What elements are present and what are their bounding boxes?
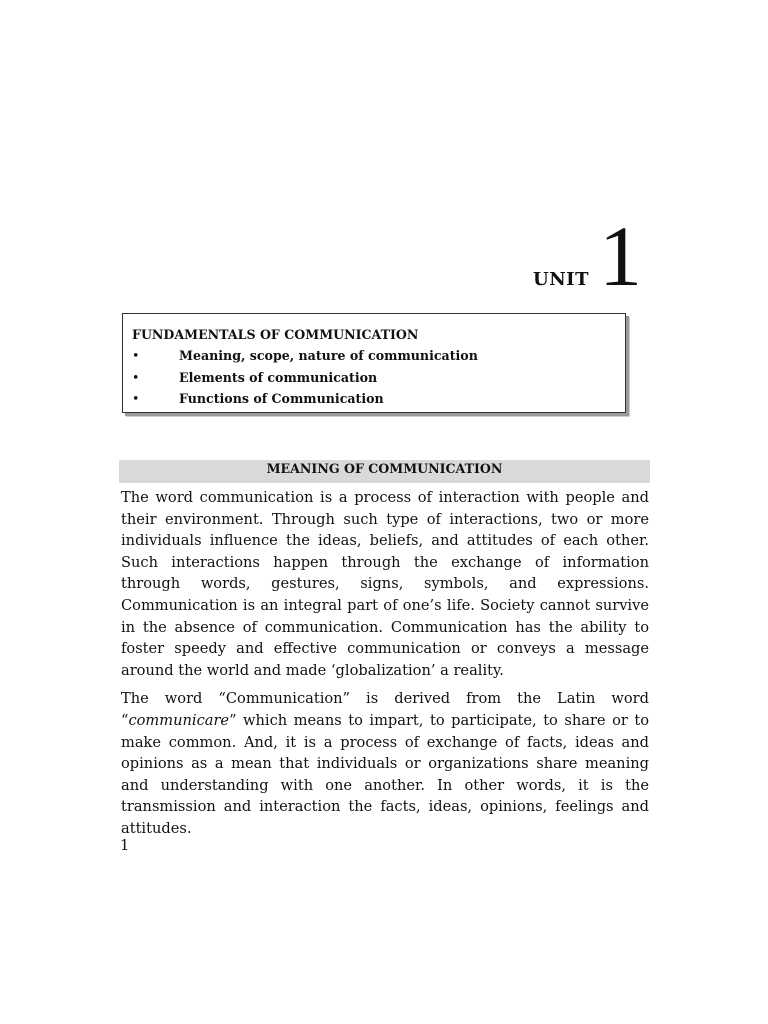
topic-item bbox=[132, 345, 625, 367]
bullet-icon: • bbox=[132, 391, 140, 406]
topics-list bbox=[132, 345, 625, 410]
topic-item-label: Elements of communication bbox=[179, 369, 378, 385]
unit-label: UNIT bbox=[533, 269, 589, 290]
unit-number: 1 bbox=[599, 208, 642, 304]
unit-topics-box bbox=[122, 313, 626, 413]
topic-item bbox=[132, 388, 625, 410]
topic-item bbox=[132, 367, 625, 389]
paragraph bbox=[121, 688, 649, 839]
paragraph: The word communication is a process of interaction with people and their environment. Through such type of interactions, two or more individuals influence the ideas, beliefs, and attitudes of each other. Such interactions happen through the exchange of information through words, gestures, signs, symbols, and expressions. Communication is an integral part of one’s life. Society cannot survive in the absence of communication. Communication has the ability to foster speedy and effective communication or conveys a message around the world and made ‘globalization’ a reality. bbox=[121, 489, 649, 679]
page-number: 1 bbox=[120, 837, 130, 854]
paragraph-text: The word “Communication” is derived from the Latin word “ bbox=[121, 690, 649, 729]
paragraph-text: ” which means to impart, to participate, to share or to make common. And, it is a process of exchange of facts, ideas and opinions as a mean that individuals or organizations share meaning and understanding with one another. In other words, it is the transmission and interaction the facts, ideas, opinions, feelings and attitudes. bbox=[121, 711, 649, 837]
topics-title: FUNDAMENTALS OF COMMUNICATION bbox=[132, 327, 419, 342]
body-text bbox=[121, 487, 649, 847]
bullet-icon: • bbox=[132, 348, 140, 363]
topic-item-label: Meaning, scope, nature of communication bbox=[179, 348, 478, 363]
bullet-icon: • bbox=[132, 369, 140, 385]
unit-heading bbox=[533, 208, 642, 304]
topic-item-label: Functions of Communication bbox=[179, 391, 384, 406]
latin-term: communicare bbox=[128, 711, 230, 729]
section-heading: MEANING OF COMMUNICATION bbox=[119, 460, 650, 483]
